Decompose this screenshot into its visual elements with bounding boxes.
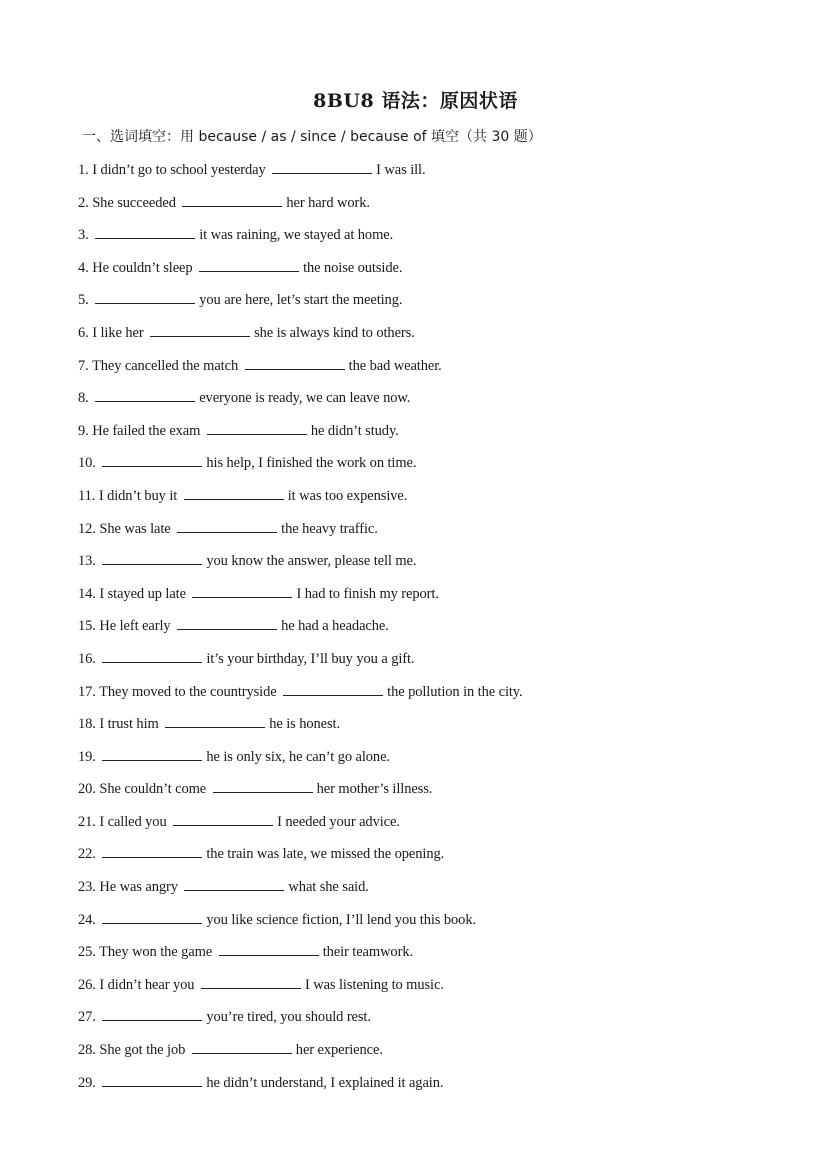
question-text-before: He failed the exam	[92, 422, 201, 439]
question-text-before: He couldn’t sleep	[92, 259, 193, 276]
question-item	[78, 516, 798, 549]
question-item	[78, 157, 798, 190]
question-item	[78, 190, 798, 223]
question-item	[78, 646, 798, 679]
question-item	[78, 222, 798, 255]
question-item	[78, 483, 798, 516]
question-item	[78, 744, 798, 777]
question-text-before: I stayed up late	[99, 585, 186, 602]
answer-blank[interactable]	[199, 257, 299, 272]
question-number: 17.	[78, 683, 96, 700]
question-text-after: what she said.	[288, 879, 369, 896]
question-text-before: They won the game	[99, 944, 213, 961]
answer-blank[interactable]	[150, 322, 250, 337]
question-item	[78, 972, 798, 1005]
question-number: 24.	[78, 911, 96, 928]
question-item	[78, 548, 798, 581]
question-number: 5.	[78, 292, 89, 309]
question-item	[78, 385, 798, 418]
question-number: 11.	[78, 487, 96, 504]
question-text-after: it was too expensive.	[287, 487, 408, 504]
question-item	[78, 1037, 798, 1070]
answer-blank[interactable]	[177, 518, 277, 533]
answer-blank[interactable]	[184, 485, 284, 500]
question-item	[78, 255, 798, 288]
question-number: 16.	[78, 650, 96, 667]
answer-blank[interactable]	[219, 941, 319, 956]
question-number: 12.	[78, 520, 96, 537]
question-item	[78, 581, 798, 614]
answer-blank[interactable]	[102, 452, 202, 467]
question-item	[78, 450, 798, 483]
question-text-before: They cancelled the match	[91, 357, 239, 374]
question-item	[78, 320, 798, 353]
answer-blank[interactable]	[102, 1072, 202, 1087]
question-text-before: I didn’t go to school yesterday	[92, 162, 266, 178]
question-number: 3.	[78, 227, 89, 244]
question-text-after: you’re tired, you should rest.	[206, 1009, 371, 1026]
question-item	[78, 1070, 798, 1103]
question-item	[78, 287, 798, 320]
answer-blank[interactable]	[102, 550, 202, 565]
question-number: 18.	[78, 716, 96, 733]
question-text-before: She couldn’t come	[99, 781, 207, 798]
question-number: 13.	[78, 553, 96, 570]
answer-blank[interactable]	[182, 192, 282, 207]
question-text-after: her mother’s illness.	[316, 781, 433, 798]
answer-blank[interactable]	[192, 1039, 292, 1054]
question-text-before: She got the job	[99, 1042, 186, 1059]
question-item	[78, 1004, 798, 1037]
answer-blank[interactable]	[192, 583, 292, 598]
question-number: 14.	[78, 585, 96, 602]
question-item	[78, 353, 798, 386]
question-text-after: her hard work.	[286, 194, 370, 211]
answer-blank[interactable]	[102, 1006, 202, 1021]
question-text-before: He was angry	[99, 879, 178, 896]
question-item	[78, 809, 798, 842]
question-text-before: I like her	[92, 324, 144, 341]
answer-blank[interactable]	[272, 159, 372, 174]
question-number: 9.	[78, 422, 89, 439]
answer-blank[interactable]	[102, 746, 202, 761]
answer-blank[interactable]	[102, 648, 202, 663]
answer-blank[interactable]	[173, 811, 273, 826]
question-text-before: They moved to the countryside	[99, 683, 277, 700]
answer-blank[interactable]	[95, 387, 195, 402]
question-text-after: the train was late, we missed the opening.	[206, 846, 445, 863]
question-number: 1.	[78, 162, 89, 178]
question-text-before: I called you	[99, 813, 167, 830]
question-number: 7.	[78, 357, 89, 374]
question-number: 26.	[78, 976, 96, 993]
question-text-after: he is only six, he can’t go alone.	[206, 748, 390, 765]
question-number: 28.	[78, 1042, 96, 1059]
question-number: 4.	[78, 259, 89, 276]
question-text-after: their teamwork.	[322, 944, 413, 961]
question-item	[78, 679, 798, 712]
question-number: 15.	[78, 618, 96, 635]
question-text-after: I was listening to music.	[304, 976, 444, 993]
answer-blank[interactable]	[177, 615, 277, 630]
question-text-after: the pollution in the city.	[387, 683, 523, 700]
question-number: 20.	[78, 781, 96, 798]
question-item	[78, 418, 798, 451]
question-number: 8.	[78, 390, 89, 407]
question-text-after: you are here, let’s start the meeting.	[199, 292, 403, 309]
question-text-after: I was ill.	[376, 162, 426, 178]
question-text-after: her experience.	[295, 1042, 383, 1059]
question-number: 2.	[78, 194, 89, 211]
question-text-after: it was raining, we stayed at home.	[199, 227, 394, 244]
question-text-after: the bad weather.	[348, 357, 442, 374]
answer-blank[interactable]	[283, 681, 383, 696]
answer-blank[interactable]	[165, 713, 265, 728]
question-text-before: I trust him	[99, 716, 159, 733]
question-number: 27.	[78, 1009, 96, 1026]
question-text-after: you know the answer, please tell me.	[206, 553, 417, 570]
question-text-before: She was late	[99, 520, 171, 537]
question-text-after: his help, I finished the work on time.	[206, 455, 417, 472]
question-text-before: I didn’t buy it	[98, 487, 178, 504]
answer-blank[interactable]	[207, 420, 307, 435]
question-text-after: the noise outside.	[303, 259, 403, 276]
question-text-after: she is always kind to others.	[254, 324, 415, 341]
question-number: 29.	[78, 1074, 96, 1091]
question-text-after: the heavy traffic.	[281, 520, 378, 537]
question-number: 21.	[78, 813, 96, 830]
answer-blank[interactable]	[245, 355, 345, 370]
question-item	[78, 939, 798, 972]
question-text-after: everyone is ready, we can leave now.	[199, 390, 411, 407]
answer-blank[interactable]	[95, 289, 195, 304]
question-text-after: he didn’t understand, I explained it again.	[206, 1074, 444, 1091]
question-item	[78, 613, 798, 646]
question-text-after: he had a headache.	[281, 618, 389, 635]
question-number: 19.	[78, 748, 96, 765]
question-item	[78, 907, 798, 940]
question-number: 23.	[78, 879, 96, 896]
question-item	[78, 776, 798, 809]
question-text-after: I needed your advice.	[277, 813, 400, 830]
answer-blank[interactable]	[184, 876, 284, 891]
question-text-after: it’s your birthday, I’ll buy you a gift.	[206, 650, 415, 667]
question-text-after: he is honest.	[269, 716, 341, 733]
question-text-before: I didn’t hear you	[99, 976, 195, 993]
question-text-after: I had to finish my report.	[296, 585, 439, 602]
answer-blank[interactable]	[201, 974, 301, 989]
answer-blank[interactable]	[213, 778, 313, 793]
question-number: 25.	[78, 944, 96, 961]
question-number: 22.	[78, 846, 96, 863]
question-item	[78, 874, 798, 907]
answer-blank[interactable]	[102, 909, 202, 924]
question-text-after: he didn’t study.	[310, 422, 399, 439]
question-item	[78, 711, 798, 744]
question-text-after: you like science fiction, I’ll lend you this book.	[206, 911, 476, 928]
answer-blank[interactable]	[102, 843, 202, 858]
question-list	[78, 157, 798, 1102]
section-heading: 一、选词填空：用 because / as / since / because of 填空（共 30 题）	[82, 129, 542, 145]
question-number: 6.	[78, 324, 89, 341]
page-title: 8BU8 语法：原因状语	[313, 90, 518, 112]
answer-blank[interactable]	[95, 224, 195, 239]
question-item	[78, 841, 798, 874]
question-text-before: He left early	[99, 618, 171, 635]
question-text-before: She succeeded	[92, 194, 176, 211]
question-number: 10.	[78, 455, 96, 472]
